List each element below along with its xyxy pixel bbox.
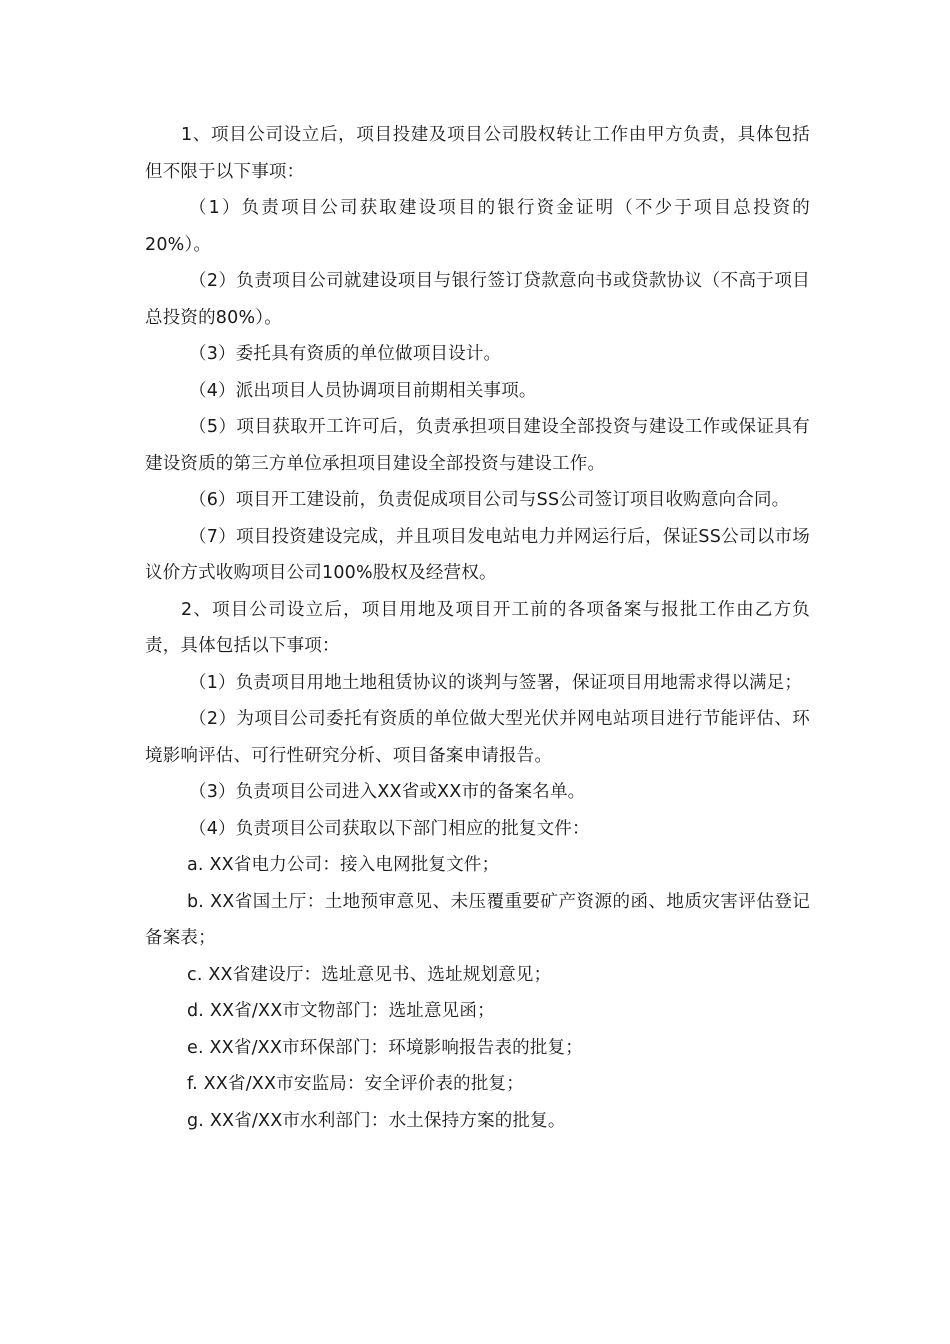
approval-item-d: d. XX省/XX市文物部门：选址意见函； xyxy=(187,1001,495,1021)
document-body xyxy=(145,117,810,1139)
clause-1-item-2: （2）负责项目公司就建设项目与银行签订贷款意向书或贷款协议（不高于项目总投资的80%）。 xyxy=(145,271,810,328)
clause-2-item-3: （3）负责项目公司进入XX省或XX市的备案名单。 xyxy=(189,782,586,802)
clause-2-item-4: （4）负责项目公司获取以下部门相应的批复文件： xyxy=(189,818,590,839)
clause-2-heading: 2、项目公司设立后，项目用地及项目开工前的各项备案与报批工作由乙方负责，具体包括以下事项： xyxy=(145,599,810,656)
clause-1-item-4: （4）派出项目人员协调项目前期相关事项。 xyxy=(189,380,537,401)
approval-item-c: c. XX省建设厅：选址意见书、选址规划意见； xyxy=(187,964,552,985)
approval-item-e: e. XX省/XX市环保部门：环境影响报告表的批复； xyxy=(187,1037,583,1058)
clause-1-heading: 1、项目公司设立后，项目投建及项目公司股权转让工作由甲方负责，具体包括但不限于以下事项： xyxy=(145,125,810,182)
clause-2-item-1: （1）负责项目用地土地租赁协议的谈判与签署，保证项目用地需求得以满足； xyxy=(189,672,803,693)
clause-1-item-6: （6）项目开工建设前，负责促成项目公司与SS公司签订项目收购意向合同。 xyxy=(189,490,790,510)
approval-item-a: a. XX省电力公司：接入电网批复文件； xyxy=(187,855,500,875)
clause-1-item-1: （1）负责项目公司获取建设项目的银行资金证明（不少于项目总投资的20%）。 xyxy=(145,198,810,255)
clause-1-item-7: （7）项目投资建设完成，并且项目发电站电力并网运行后，保证SS公司以市场议价方式收购项目公司100%股权及经营权。 xyxy=(145,526,810,583)
clause-1-item-3: （3）委托具有资质的单位做项目设计。 xyxy=(189,344,502,364)
approval-item-f: f. XX省/XX市安监局：安全评价表的批复； xyxy=(187,1074,524,1094)
approval-item-b: b. XX省国土厅：土地预审意见、未压覆重要矿产资源的函、地质灾害评估登记备案表； xyxy=(145,891,810,948)
clause-1-item-5: （5）项目获取开工许可后，负责承担项目建设全部投资与建设工作或保证具有建设资质的第三方单位承担项目建设全部投资与建设工作。 xyxy=(145,417,810,474)
approval-item-g: g. XX省/XX市水利部门：水土保持方案的批复。 xyxy=(187,1110,566,1131)
clause-2-item-2: （2）为项目公司委托有资质的单位做大型光伏并网电站项目进行节能评估、环境影响评估、可行性研究分析、项目备案申请报告。 xyxy=(145,709,810,766)
